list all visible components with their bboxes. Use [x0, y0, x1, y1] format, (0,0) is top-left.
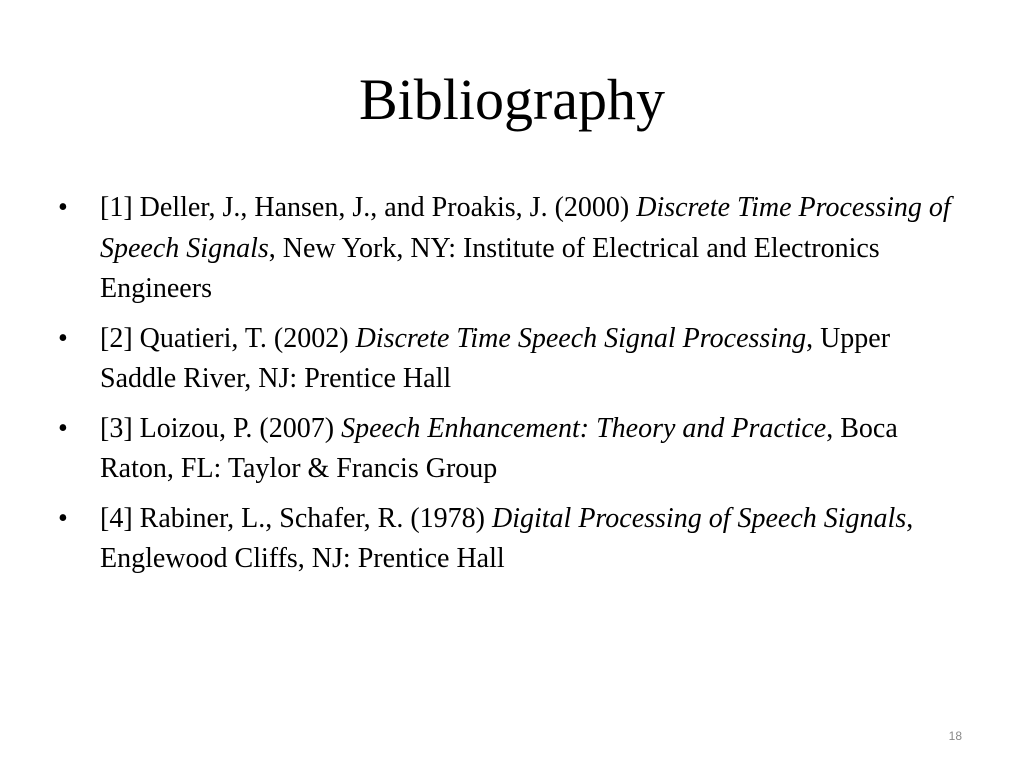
- reference-book-title: Digital Processing of Speech Signals: [491, 502, 907, 534]
- page-number: 18: [948, 729, 962, 743]
- bullet-icon: •: [58, 192, 68, 223]
- reference-authors-year: [4] Rabiner, L., Schafer, R. (1978): [100, 502, 492, 534]
- reference-item: [58, 409, 958, 490]
- reference-publisher: , New York, NY: Institute of Electrical and Electronics Engineers: [100, 232, 880, 304]
- reference-item: [58, 319, 958, 400]
- reference-authors-year: [1] Deller, J., Hansen, J., and Proakis, J. (2000): [100, 192, 637, 223]
- reference-publisher: , Englewood Cliffs, NJ: Prentice Hall: [100, 502, 914, 574]
- bullet-icon: •: [58, 322, 68, 354]
- bullet-icon: •: [58, 412, 68, 444]
- reference-item: [58, 188, 958, 310]
- reference-book-title: Discrete Time Speech Signal Processing: [355, 322, 807, 354]
- slide-title: Bibliography: [358, 67, 666, 132]
- bullet-icon: •: [58, 502, 68, 534]
- reference-authors-year: [3] Loizou, P. (2007): [100, 412, 342, 444]
- reference-book-title: Speech Enhancement: Theory and Practice: [341, 412, 827, 444]
- reference-book-title: Discrete Time Processing of Speech Signals: [100, 192, 951, 264]
- reference-list: [58, 188, 958, 589]
- reference-publisher: , Boca Raton, FL: Taylor & Francis Group: [100, 412, 898, 484]
- reference-authors-year: [2] Quatieri, T. (2002): [100, 322, 356, 354]
- reference-item: [58, 499, 958, 580]
- reference-publisher: , Upper Saddle River, NJ: Prentice Hall: [100, 322, 891, 394]
